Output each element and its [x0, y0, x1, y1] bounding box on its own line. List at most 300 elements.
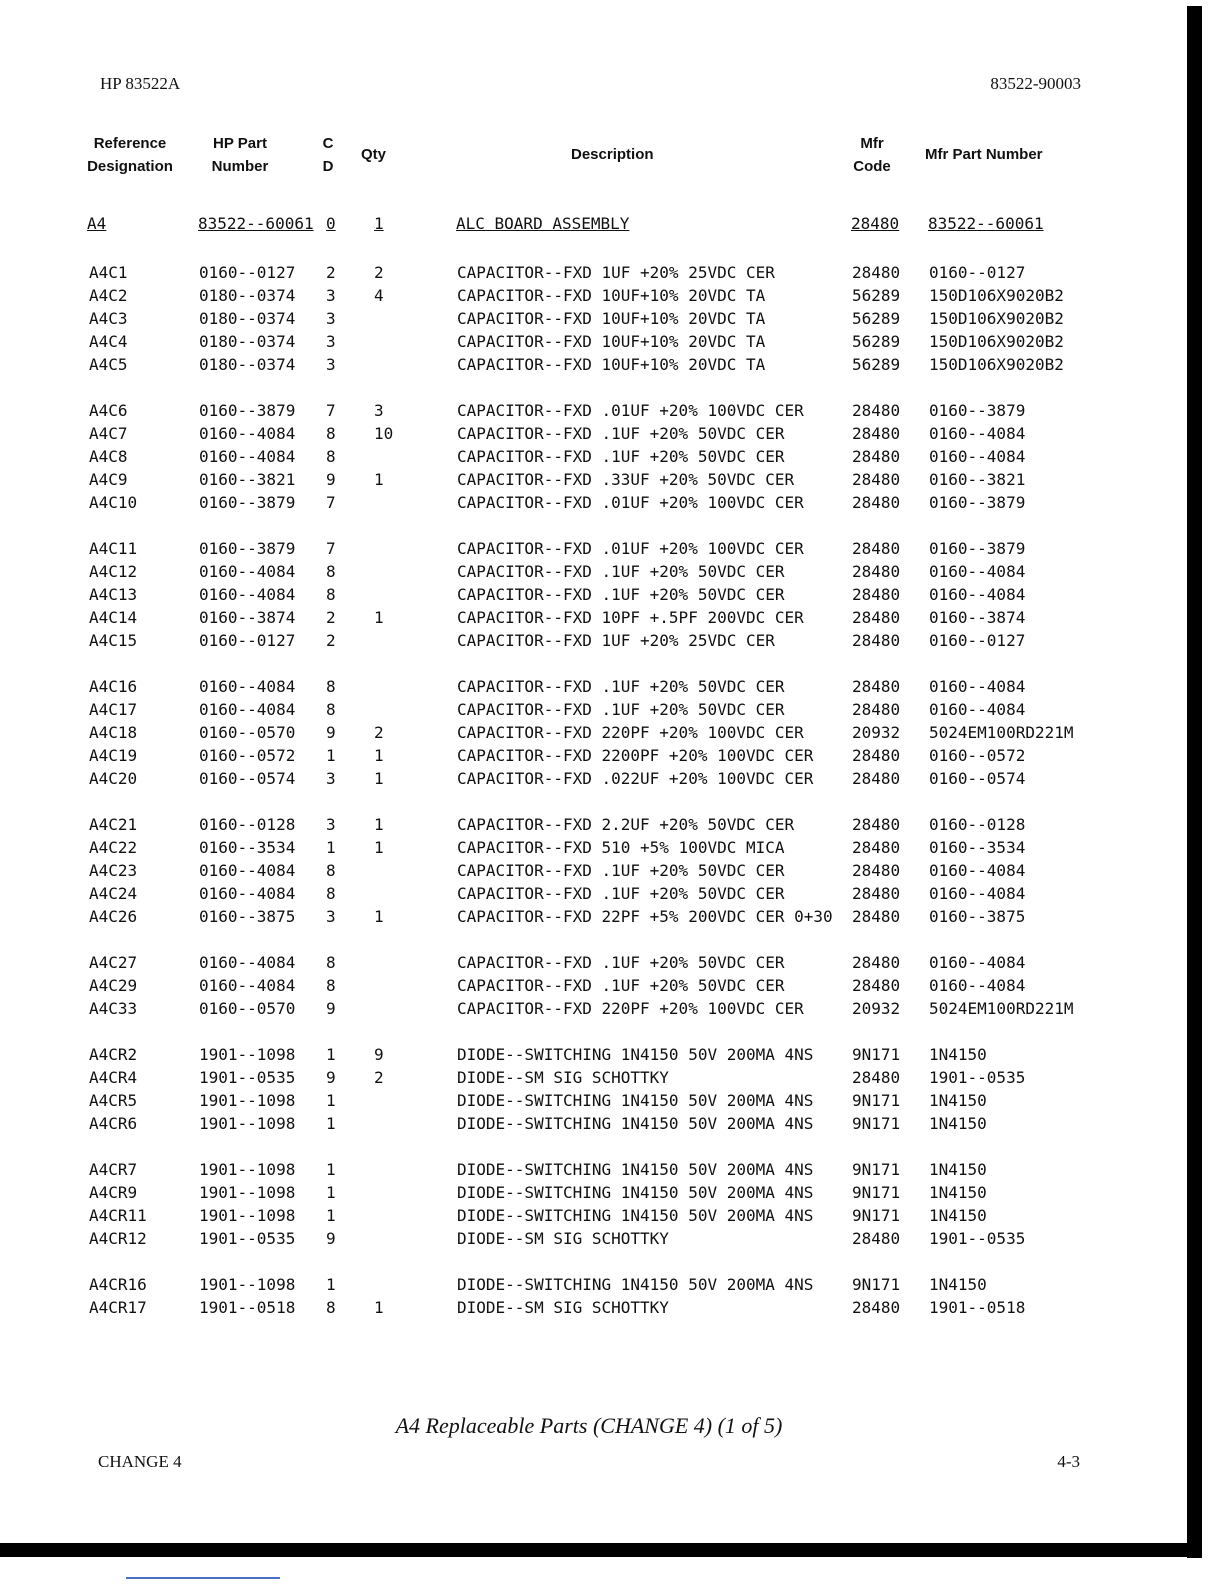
part-description: CAPACITOR--FXD 2200PF +20% 100VDC CER	[457, 746, 814, 765]
part-hp-number: 0160--3879	[199, 493, 296, 512]
part-description: DIODE--SWITCHING 1N4150 50V 200MA 4NS	[457, 1160, 814, 1179]
part-mfr-code: 28480	[852, 263, 901, 282]
part-mfr-code: 28480	[852, 631, 901, 650]
table-row	[0, 1158, 1224, 1181]
part-hp-number: 0180--0374	[199, 332, 296, 351]
part-reference: A4C26	[89, 907, 138, 926]
part-mfr-number: 0160--3534	[929, 838, 1026, 857]
part-cd: 3	[326, 815, 336, 834]
part-reference: A4C2	[89, 286, 128, 305]
part-cd: 1	[326, 1275, 336, 1294]
part-mfr-number: 1N4150	[929, 1275, 987, 1294]
table-row	[0, 1089, 1224, 1112]
part-description: CAPACITOR--FXD 22PF +5% 200VDC CER 0+30	[457, 907, 833, 926]
table-row	[0, 560, 1224, 583]
part-mfr-number: 0160--0128	[929, 815, 1026, 834]
part-qty: 1	[374, 470, 384, 489]
part-mfr-code: 20932	[852, 999, 901, 1018]
part-cd: 2	[326, 608, 336, 627]
part-hp-number: 1901--1098	[199, 1045, 296, 1064]
part-mfr-number: 1N4150	[929, 1114, 987, 1133]
part-cd: 3	[326, 286, 336, 305]
table-row	[0, 399, 1224, 422]
part-qty: 2	[374, 263, 384, 282]
part-qty: 1	[374, 907, 384, 926]
part-description: DIODE--SWITCHING 1N4150 50V 200MA 4NS	[457, 1091, 814, 1110]
assembly-description: ALC BOARD ASSEMBLY	[456, 214, 630, 233]
column-headers	[0, 132, 1224, 182]
part-description: CAPACITOR--FXD 10UF+10% 20VDC TA	[457, 355, 766, 374]
part-mfr-number: 150D106X9020B2	[929, 355, 1064, 374]
part-mfr-code: 28480	[852, 608, 901, 627]
part-mfr-number: 150D106X9020B2	[929, 309, 1064, 328]
part-cd: 1	[326, 1114, 336, 1133]
part-mfr-number: 0160--3879	[929, 493, 1026, 512]
part-mfr-code: 28480	[852, 1068, 901, 1087]
parts-group	[0, 675, 1224, 790]
part-reference: A4CR5	[89, 1091, 138, 1110]
part-mfr-code: 9N171	[852, 1091, 901, 1110]
part-hp-number: 0180--0374	[199, 355, 296, 374]
part-description: DIODE--SWITCHING 1N4150 50V 200MA 4NS	[457, 1045, 814, 1064]
part-description: CAPACITOR--FXD .01UF +20% 100VDC CER	[457, 401, 804, 420]
part-mfr-code: 28480	[852, 424, 901, 443]
table-row	[0, 1296, 1224, 1319]
part-description: CAPACITOR--FXD .1UF +20% 50VDC CER	[457, 953, 785, 972]
part-hp-number: 1901--1098	[199, 1091, 296, 1110]
part-reference: A4C16	[89, 677, 138, 696]
part-reference: A4CR4	[89, 1068, 138, 1087]
table-row	[0, 767, 1224, 790]
part-reference: A4C9	[89, 470, 128, 489]
table-row	[0, 698, 1224, 721]
part-cd: 8	[326, 585, 336, 604]
parts-group	[0, 1043, 1224, 1135]
part-cd: 9	[326, 1229, 336, 1248]
assembly-qty: 1	[374, 214, 384, 233]
part-hp-number: 0160--3879	[199, 401, 296, 420]
table-row	[0, 284, 1224, 307]
part-reference: A4C22	[89, 838, 138, 857]
part-mfr-code: 56289	[852, 286, 901, 305]
part-qty: 1	[374, 769, 384, 788]
part-hp-number: 1901--0518	[199, 1298, 296, 1317]
table-row	[0, 445, 1224, 468]
part-mfr-code: 28480	[852, 401, 901, 420]
part-mfr-code: 28480	[852, 953, 901, 972]
table-row	[0, 1066, 1224, 1089]
part-description: DIODE--SWITCHING 1N4150 50V 200MA 4NS	[457, 1183, 814, 1202]
table-row	[0, 422, 1224, 445]
parts-group	[0, 261, 1224, 376]
table-row	[0, 882, 1224, 905]
part-cd: 8	[326, 424, 336, 443]
part-hp-number: 0160--4084	[199, 562, 296, 581]
part-qty: 10	[374, 424, 394, 443]
table-row	[0, 997, 1224, 1020]
part-reference: A4C24	[89, 884, 138, 903]
part-hp-number: 0160--0574	[199, 769, 296, 788]
part-mfr-number: 0160--0574	[929, 769, 1026, 788]
part-description: CAPACITOR--FXD 220PF +20% 100VDC CER	[457, 723, 804, 742]
part-hp-number: 0160--4084	[199, 976, 296, 995]
col-hp-part: HP Part Number	[211, 135, 269, 175]
part-mfr-code: 28480	[852, 976, 901, 995]
part-reference: A4C3	[89, 309, 128, 328]
part-reference: A4C10	[89, 493, 138, 512]
part-hp-number: 0160--4084	[199, 884, 296, 903]
part-hp-number: 0160--3534	[199, 838, 296, 857]
part-mfr-number: 0160--4084	[929, 585, 1026, 604]
col-cd: C D	[322, 135, 334, 175]
assembly-hp-part: 83522--60061	[198, 214, 314, 233]
col-mfr-code: Mfr Code	[853, 135, 891, 175]
part-hp-number: 0160--0127	[199, 631, 296, 650]
part-reference: A4CR7	[89, 1160, 138, 1179]
part-description: CAPACITOR--FXD 510 +5% 100VDC MICA	[457, 838, 785, 857]
part-mfr-number: 1N4150	[929, 1206, 987, 1225]
part-cd: 3	[326, 769, 336, 788]
table-row	[0, 468, 1224, 491]
part-qty: 1	[374, 815, 384, 834]
part-cd: 7	[326, 493, 336, 512]
part-qty: 1	[374, 1298, 384, 1317]
part-qty: 1	[374, 608, 384, 627]
part-mfr-number: 0160--0572	[929, 746, 1026, 765]
table-row	[0, 744, 1224, 767]
assembly-cd: 0	[326, 214, 336, 233]
part-cd: 3	[326, 309, 336, 328]
table-row	[0, 330, 1224, 353]
part-cd: 2	[326, 631, 336, 650]
part-mfr-code: 9N171	[852, 1114, 901, 1133]
part-mfr-code: 28480	[852, 447, 901, 466]
part-reference: A4C20	[89, 769, 138, 788]
scan-edge-bottom	[0, 1543, 1202, 1557]
part-mfr-number: 0160--3879	[929, 539, 1026, 558]
part-reference: A4C6	[89, 401, 128, 420]
part-cd: 1	[326, 1160, 336, 1179]
part-hp-number: 1901--0535	[199, 1068, 296, 1087]
part-hp-number: 1901--0535	[199, 1229, 296, 1248]
part-mfr-code: 28480	[852, 815, 901, 834]
part-mfr-number: 0160--4084	[929, 677, 1026, 696]
part-mfr-number: 1901--0535	[929, 1229, 1026, 1248]
part-cd: 8	[326, 562, 336, 581]
scan-edge-mark	[126, 1577, 280, 1579]
part-hp-number: 1901--1098	[199, 1114, 296, 1133]
table-row	[0, 583, 1224, 606]
part-reference: A4CR11	[89, 1206, 147, 1225]
part-reference: A4CR2	[89, 1045, 138, 1064]
table-row	[0, 491, 1224, 514]
part-mfr-number: 0160--4084	[929, 884, 1026, 903]
part-description: CAPACITOR--FXD .1UF +20% 50VDC CER	[457, 562, 785, 581]
part-hp-number: 0160--0572	[199, 746, 296, 765]
part-description: CAPACITOR--FXD .1UF +20% 50VDC CER	[457, 585, 785, 604]
part-reference: A4C14	[89, 608, 138, 627]
part-mfr-number: 0160--4084	[929, 700, 1026, 719]
part-description: CAPACITOR--FXD 2.2UF +20% 50VDC CER	[457, 815, 795, 834]
part-hp-number: 1901--1098	[199, 1160, 296, 1179]
part-mfr-number: 0160--4084	[929, 424, 1026, 443]
table-row	[0, 1204, 1224, 1227]
part-description: CAPACITOR--FXD .1UF +20% 50VDC CER	[457, 447, 785, 466]
table-row	[0, 675, 1224, 698]
part-qty: 1	[374, 746, 384, 765]
parts-group	[0, 1158, 1224, 1250]
part-mfr-number: 5024EM100RD221M	[929, 723, 1074, 742]
parts-group	[0, 1273, 1224, 1319]
part-hp-number: 0180--0374	[199, 286, 296, 305]
part-description: DIODE--SM SIG SCHOTTKY	[457, 1229, 669, 1248]
parts-group	[0, 951, 1224, 1020]
part-reference: A4CR17	[89, 1298, 147, 1317]
part-hp-number: 0160--0570	[199, 999, 296, 1018]
part-hp-number: 0160--0127	[199, 263, 296, 282]
part-description: CAPACITOR--FXD .1UF +20% 50VDC CER	[457, 700, 785, 719]
part-reference: A4CR9	[89, 1183, 138, 1202]
part-mfr-code: 28480	[852, 838, 901, 857]
col-qty: Qty	[361, 146, 387, 163]
table-row	[0, 1273, 1224, 1296]
part-mfr-number: 150D106X9020B2	[929, 286, 1064, 305]
part-mfr-code: 28480	[852, 585, 901, 604]
part-mfr-code: 28480	[852, 677, 901, 696]
part-mfr-code: 28480	[852, 470, 901, 489]
part-mfr-code: 28480	[852, 700, 901, 719]
part-cd: 8	[326, 953, 336, 972]
part-description: DIODE--SWITCHING 1N4150 50V 200MA 4NS	[457, 1114, 814, 1133]
part-cd: 3	[326, 332, 336, 351]
part-mfr-number: 150D106X9020B2	[929, 332, 1064, 351]
col-mfr-part-number: Mfr Part Number	[925, 146, 1043, 163]
table-row	[0, 537, 1224, 560]
parts-group	[0, 399, 1224, 514]
part-hp-number: 0160--4084	[199, 861, 296, 880]
part-description: DIODE--SWITCHING 1N4150 50V 200MA 4NS	[457, 1275, 814, 1294]
part-mfr-number: 1N4150	[929, 1045, 987, 1064]
part-description: CAPACITOR--FXD 220PF +20% 100VDC CER	[457, 999, 804, 1018]
part-description: CAPACITOR--FXD .022UF +20% 100VDC CER	[457, 769, 814, 788]
part-hp-number: 0160--3821	[199, 470, 296, 489]
part-hp-number: 0180--0374	[199, 309, 296, 328]
assembly-ref: A4	[87, 214, 107, 233]
parts-group	[0, 813, 1224, 928]
part-reference: A4C23	[89, 861, 138, 880]
part-reference: A4C4	[89, 332, 128, 351]
part-qty: 1	[374, 838, 384, 857]
part-description: DIODE--SWITCHING 1N4150 50V 200MA 4NS	[457, 1206, 814, 1225]
part-description: CAPACITOR--FXD 10UF+10% 20VDC TA	[457, 309, 766, 328]
part-hp-number: 0160--4084	[199, 953, 296, 972]
part-mfr-number: 0160--0127	[929, 263, 1026, 282]
part-hp-number: 0160--0128	[199, 815, 296, 834]
part-mfr-number: 0160--4084	[929, 447, 1026, 466]
part-mfr-number: 0160--3821	[929, 470, 1026, 489]
table-row	[0, 859, 1224, 882]
part-reference: A4C12	[89, 562, 138, 581]
part-cd: 8	[326, 447, 336, 466]
part-reference: A4C13	[89, 585, 138, 604]
part-hp-number: 1901--1098	[199, 1206, 296, 1225]
assembly-mfr-part: 83522--60061	[928, 214, 1044, 233]
table-row	[0, 353, 1224, 376]
part-reference: A4C8	[89, 447, 128, 466]
part-mfr-number: 5024EM100RD221M	[929, 999, 1074, 1018]
part-description: DIODE--SM SIG SCHOTTKY	[457, 1068, 669, 1087]
table-row	[0, 721, 1224, 744]
part-qty: 3	[374, 401, 384, 420]
part-mfr-code: 28480	[852, 746, 901, 765]
part-cd: 8	[326, 884, 336, 903]
part-hp-number: 1901--1098	[199, 1275, 296, 1294]
part-cd: 2	[326, 263, 336, 282]
part-hp-number: 0160--4084	[199, 700, 296, 719]
part-reference: A4C7	[89, 424, 128, 443]
part-mfr-number: 0160--4084	[929, 861, 1026, 880]
part-reference: A4C29	[89, 976, 138, 995]
part-mfr-code: 28480	[852, 1298, 901, 1317]
part-cd: 9	[326, 723, 336, 742]
part-cd: 8	[326, 677, 336, 696]
part-mfr-code: 56289	[852, 355, 901, 374]
header-doc-number: 83522-90003	[990, 74, 1081, 93]
part-reference: A4C18	[89, 723, 138, 742]
part-mfr-code: 9N171	[852, 1206, 901, 1225]
part-description: CAPACITOR--FXD 10UF+10% 20VDC TA	[457, 332, 766, 351]
part-mfr-code: 28480	[852, 907, 901, 926]
col-reference: Reference Designation	[87, 135, 173, 175]
part-qty: 2	[374, 1068, 384, 1087]
part-cd: 9	[326, 1068, 336, 1087]
part-mfr-number: 0160--3874	[929, 608, 1026, 627]
part-hp-number: 1901--1098	[199, 1183, 296, 1202]
part-reference: A4C11	[89, 539, 138, 558]
table-row	[0, 1181, 1224, 1204]
table-row	[0, 905, 1224, 928]
table-row	[0, 813, 1224, 836]
part-mfr-number: 1901--0518	[929, 1298, 1026, 1317]
part-description: CAPACITOR--FXD .01UF +20% 100VDC CER	[457, 539, 804, 558]
part-qty: 4	[374, 286, 384, 305]
part-reference: A4C33	[89, 999, 138, 1018]
part-cd: 1	[326, 746, 336, 765]
part-description: CAPACITOR--FXD .1UF +20% 50VDC CER	[457, 677, 785, 696]
footer-change: CHANGE 4	[98, 1452, 182, 1471]
col-description: Description	[571, 146, 654, 163]
table-row	[0, 1043, 1224, 1066]
part-mfr-code: 56289	[852, 309, 901, 328]
part-reference: A4C1	[89, 263, 128, 282]
part-reference: A4C21	[89, 815, 138, 834]
part-mfr-number: 1N4150	[929, 1160, 987, 1179]
parts-list	[0, 261, 1224, 1342]
part-hp-number: 0160--3875	[199, 907, 296, 926]
part-mfr-code: 20932	[852, 723, 901, 742]
part-description: CAPACITOR--FXD 10UF+10% 20VDC TA	[457, 286, 766, 305]
part-cd: 8	[326, 976, 336, 995]
part-mfr-number: 1N4150	[929, 1091, 987, 1110]
part-mfr-number: 0160--4084	[929, 953, 1026, 972]
parts-group	[0, 537, 1224, 652]
part-hp-number: 0160--4084	[199, 447, 296, 466]
part-reference: A4C27	[89, 953, 138, 972]
part-cd: 8	[326, 700, 336, 719]
part-mfr-code: 28480	[852, 493, 901, 512]
part-mfr-code: 28480	[852, 861, 901, 880]
part-cd: 1	[326, 1206, 336, 1225]
part-reference: A4C15	[89, 631, 138, 650]
part-mfr-code: 9N171	[852, 1045, 901, 1064]
part-hp-number: 0160--4084	[199, 585, 296, 604]
part-mfr-code: 56289	[852, 332, 901, 351]
part-mfr-number: 0160--4084	[929, 562, 1026, 581]
header-model: HP 83522A	[100, 74, 181, 93]
assembly-row	[0, 214, 1224, 240]
part-mfr-code: 28480	[852, 769, 901, 788]
part-cd: 7	[326, 401, 336, 420]
part-cd: 1	[326, 1091, 336, 1110]
part-reference: A4C19	[89, 746, 138, 765]
part-mfr-number: 0160--3879	[929, 401, 1026, 420]
table-row	[0, 307, 1224, 330]
part-hp-number: 0160--4084	[199, 677, 296, 696]
part-hp-number: 0160--0570	[199, 723, 296, 742]
part-mfr-number: 1901--0535	[929, 1068, 1026, 1087]
part-mfr-code: 28480	[852, 884, 901, 903]
part-mfr-number: 0160--4084	[929, 976, 1026, 995]
part-mfr-number: 0160--3875	[929, 907, 1026, 926]
part-description: DIODE--SM SIG SCHOTTKY	[457, 1298, 669, 1317]
part-cd: 8	[326, 861, 336, 880]
part-cd: 1	[326, 1183, 336, 1202]
part-cd: 3	[326, 907, 336, 926]
part-cd: 9	[326, 999, 336, 1018]
part-qty: 2	[374, 723, 384, 742]
part-description: CAPACITOR--FXD 1UF +20% 25VDC CER	[457, 631, 775, 650]
part-qty: 9	[374, 1045, 384, 1064]
part-mfr-code: 28480	[852, 562, 901, 581]
assembly-mfr-code: 28480	[851, 214, 900, 233]
part-mfr-number: 1N4150	[929, 1183, 987, 1202]
part-description: CAPACITOR--FXD .33UF +20% 50VDC CER	[457, 470, 795, 489]
part-mfr-code: 28480	[852, 1229, 901, 1248]
part-hp-number: 0160--4084	[199, 424, 296, 443]
part-reference: A4CR16	[89, 1275, 147, 1294]
part-description: CAPACITOR--FXD .1UF +20% 50VDC CER	[457, 884, 785, 903]
part-cd: 1	[326, 1045, 336, 1064]
table-row	[0, 261, 1224, 284]
table-row	[0, 836, 1224, 859]
part-cd: 8	[326, 1298, 336, 1317]
part-description: CAPACITOR--FXD .1UF +20% 50VDC CER	[457, 976, 785, 995]
part-description: CAPACITOR--FXD .1UF +20% 50VDC CER	[457, 861, 785, 880]
part-mfr-number: 0160--0127	[929, 631, 1026, 650]
part-description: CAPACITOR--FXD 1UF +20% 25VDC CER	[457, 263, 775, 282]
table-row	[0, 1227, 1224, 1250]
part-cd: 7	[326, 539, 336, 558]
part-cd: 1	[326, 838, 336, 857]
table-row	[0, 951, 1224, 974]
part-reference: A4CR6	[89, 1114, 138, 1133]
part-description: CAPACITOR--FXD .1UF +20% 50VDC CER	[457, 424, 785, 443]
part-mfr-code: 9N171	[852, 1160, 901, 1179]
table-row	[0, 974, 1224, 997]
footer-page-number: 4-3	[1057, 1452, 1080, 1471]
part-description: CAPACITOR--FXD .01UF +20% 100VDC CER	[457, 493, 804, 512]
part-mfr-code: 28480	[852, 539, 901, 558]
